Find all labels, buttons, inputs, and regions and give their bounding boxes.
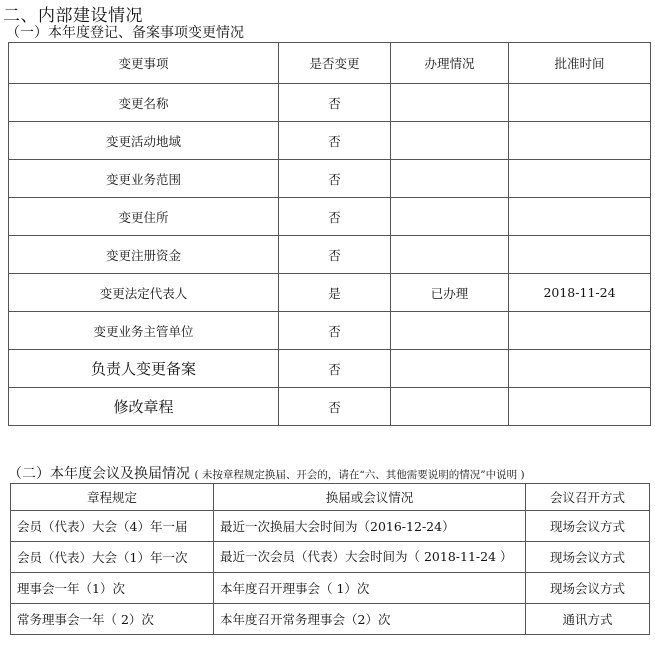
date-value: 2018-11-24 <box>509 274 651 312</box>
change-item: 变更业务范围 <box>9 160 279 198</box>
table-row <box>9 236 651 274</box>
change-item: 修改章程 <box>9 388 279 426</box>
table-row <box>9 312 651 350</box>
table-row <box>9 274 651 312</box>
part1-title: （一）本年度登记、备案事项变更情况 <box>6 25 244 41</box>
rule-value: 会员（代表）大会（1）年一次 <box>11 542 214 573</box>
change-item: 变更法定代表人 <box>9 274 279 312</box>
rule-value: 会员（代表）大会（4）年一届 <box>11 511 214 542</box>
situation-value: 本年度召开理事会（ 1）次 <box>214 573 526 604</box>
status-value <box>391 388 509 426</box>
method-value: 现场会议方式 <box>526 542 650 573</box>
change-item: 变更名称 <box>9 84 279 122</box>
table-row <box>9 84 651 122</box>
table-row <box>11 511 650 542</box>
status-value: 已办理 <box>391 274 509 312</box>
date-value <box>509 122 651 160</box>
changed-value: 否 <box>279 122 391 160</box>
situation-value: 本年度召开常务理事会（2）次 <box>214 604 526 635</box>
registration-change-table <box>8 42 651 426</box>
status-value <box>391 198 509 236</box>
header-situation: 换届或会议情况 <box>214 484 526 511</box>
change-item: 变更注册资金 <box>9 236 279 274</box>
date-value <box>509 198 651 236</box>
changed-value: 否 <box>279 84 391 122</box>
section-title: 二、内部建设情况 <box>3 6 143 26</box>
method-value: 通讯方式 <box>526 604 650 635</box>
status-value <box>391 84 509 122</box>
change-item: 变更活动地域 <box>9 122 279 160</box>
table-row <box>11 573 650 604</box>
table-row <box>9 160 651 198</box>
header-change-item: 变更事项 <box>9 43 279 84</box>
changed-value: 否 <box>279 350 391 388</box>
changed-value: 否 <box>279 236 391 274</box>
change-item: 变更住所 <box>9 198 279 236</box>
situation-value: 最近一次会员（代表）大会时间为（ 2018-11-24 ） <box>214 542 526 573</box>
table-row <box>9 198 651 236</box>
table-row <box>9 350 651 388</box>
changed-value: 是 <box>279 274 391 312</box>
change-item: 变更业务主管单位 <box>9 312 279 350</box>
header-method: 会议召开方式 <box>526 484 650 511</box>
date-value <box>509 312 651 350</box>
changed-value: 否 <box>279 312 391 350</box>
meeting-table <box>10 483 650 635</box>
change-item: 负责人变更备案 <box>9 350 279 388</box>
date-value <box>509 84 651 122</box>
table-row <box>11 604 650 635</box>
changed-value: 否 <box>279 388 391 426</box>
table-header-row <box>9 43 651 84</box>
header-approval-date: 批准时间 <box>509 43 651 84</box>
status-value <box>391 236 509 274</box>
situation-value: 最近一次换届大会时间为（2016-12-24） <box>214 511 526 542</box>
table-header-row <box>11 484 650 511</box>
date-value <box>509 350 651 388</box>
status-value <box>391 122 509 160</box>
table-row <box>9 122 651 160</box>
part2-note: ( 未按章程规定换届、开会的，请在“六、其他需要说明的情况”中说明 ) <box>194 469 525 481</box>
status-value <box>391 160 509 198</box>
date-value <box>509 236 651 274</box>
part2-title: （二）本年度会议及换届情况 <box>8 466 190 482</box>
header-rule: 章程规定 <box>11 484 214 511</box>
status-value <box>391 350 509 388</box>
changed-value: 否 <box>279 160 391 198</box>
rule-value: 常务理事会一年（ 2）次 <box>11 604 214 635</box>
changed-value: 否 <box>279 198 391 236</box>
method-value: 现场会议方式 <box>526 573 650 604</box>
table-row <box>9 388 651 426</box>
table-row <box>11 542 650 573</box>
date-value <box>509 388 651 426</box>
header-changed: 是否变更 <box>279 43 391 84</box>
status-value <box>391 312 509 350</box>
date-value <box>509 160 651 198</box>
part2-heading <box>8 463 525 483</box>
rule-value: 理事会一年（1）次 <box>11 573 214 604</box>
header-status: 办理情况 <box>391 43 509 84</box>
method-value: 现场会议方式 <box>526 511 650 542</box>
